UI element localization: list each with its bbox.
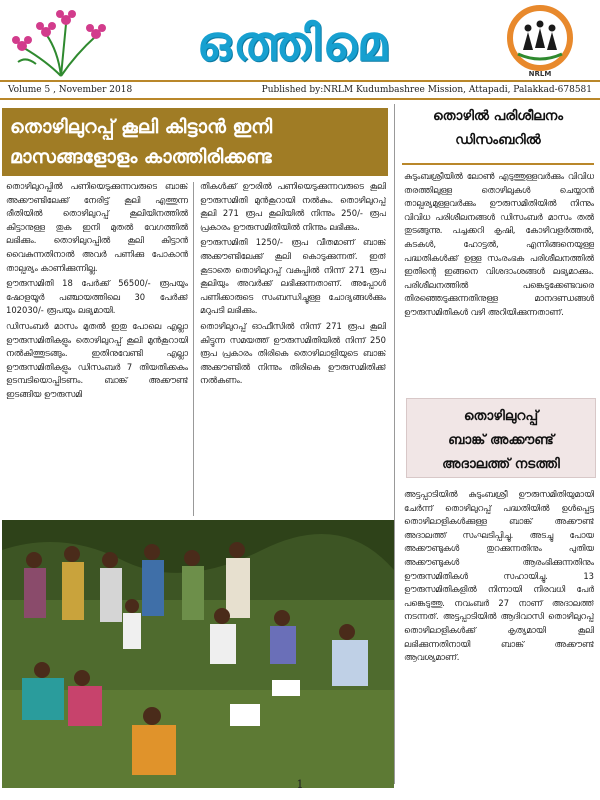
publisher-line: Published by:NRLM Kudumbashree Mission, Attapadi, Palakkad-678581 [261,85,592,95]
paragraph: കുടുംബശ്രീയിൽ ലോൺ എടുത്തുള്ളവർക്കും വിവിധ തരത്തിലുള്ള തൊഴിലുകൾ ചെയ്യാൻ താല്പര്യമുള്ളവർക്കും ഊരുസമിതിയിൽ നിന്നും വിവിധ പരിശീലനങ്ങൾ ഡിസംബർ മാസം തൽ തുടങ്ങുന്നു. പച്ചക്കറി കൃഷി, കോഴിവളർത്തൽ, കടകൾ, ഹോട്ടൽ, എന്നിങ്ങനെയുള്ള പദ്ധതികൾക്ക് ഉള്ള സംരംഭക പരിശീലനത്തിൽ ഇതിന്റെ ഇങ്ങനെ വിശദാംശങ്ങൾ ലഭ്യമാക്കും. പരിശീലനത്തിൽ പങ്കെടുക്കേണ്ടവരെ തിരഞ്ഞെടുക്കുന്നതിനുള്ള മാനദണ്ഡങ്ങൾ ഊരുസമിതികൾ വഴി അറിയിക്കുന്നതാണ്. [404,171,594,317]
column-divider [193,182,194,516]
volume-date: Volume 5 , November 2018 [8,85,133,95]
side-divider [402,163,594,165]
flower-logo-icon [6,6,116,78]
masthead-title: ഒത്തിമെ [196,16,390,72]
side-headline-1-line-1: തൊഴിൽ പരിശീലനം [432,108,563,124]
side-article-1-body [404,170,594,385]
paragraph: തികൾക്ക് ഊരിൽ പണിയെടുക്കുന്നവരുടെ കൂലി ഊരുസമിതി മുൻകൂറായി നൽകും. തൊഴിലുറപ്പ് കൂലി 271 രൂപ കൂലിയിൽ നിന്നും 250/- രൂപ പ്രകാരം ഊരുസമിതിയിൽ നിന്നും ലഭിക്കും. [200,181,386,232]
side-article-2-headline [406,404,596,476]
nrlm-logo-icon [500,4,580,76]
meeting-photo [2,520,394,788]
paragraph: ഊരുസമിതി 1250/- രൂപ വീതമാണ് ബാങ്ക് അക്കൗണ്ടിലേക്ക് കൂലി കൊടുക്കുന്നത്. ഇത് കൂടാതെ തൊഴിലുറപ്പ് വകുപ്പിൽ നിന്ന് 271 രൂപ കൂലിയും അവർക്ക് ലഭിക്കുന്നതാണ്. അപ്പോൾ പണിക്കാരുടെ സംബന്ധിച്ചുള്ള ചോദ്യങ്ങൾക്കും മറുപടി ലഭിക്കും. [200,237,386,316]
paragraph: അട്ടപ്പാടിയിൽ കുടുംബശ്രീ ഊരുസമിതിയുമായി ചേർന്ന് തൊഴിലുറപ്പ് പദ്ധതിയിൽ ഉൾപ്പെട്ട തൊഴിലാളികൾക്കുള്ള ബാങ്ക് അക്കൗണ്ട് അദാലത്ത് സംഘടിപ്പിച്ചു. അടച്ചു പോയ അക്കൗണ്ടുകൾ തുറക്കുന്നതിനും പുതിയ അക്കൗണ്ടുകൾ ആരംഭിക്കുന്നതിനും ഊരുസമിതികൾ സഹായിച്ചു. 13 ഊരുസമിതികളിൽ നിന്നായി നിരവധി പേർ പങ്കെടുത്തു. നവംബർ 27 നാണ് അദാലത്ത് നടന്നത്. അട്ടപ്പാടിയിൽ ആദിവാസി തൊഴിലുറപ്പ് തൊഴിലാളികൾക്ക് കൃത്യമായി കൂലി ലഭിക്കുന്നതിനായി ബാങ്ക് അക്കൗണ്ട് ആവശ്യമാണ്. [404,489,594,663]
main-headline-box [2,108,388,176]
paragraph: ഡിസംബർ മാസം മുതൽ ഇതു പോലെ എല്ലാ ഊരുസമിതികളും തൊഴിലുറപ്പ് കൂലി മുൻകൂറായി നൽകിത്തുടങ്ങും. ഇതിനുവേണ്ടി എല്ലാ ഊരുസമിതികളും ഡിസംബർ 7 തിയതിക്കകം ഉടമ്പടിയൊപ്പിടണം. ബാങ്ക് അക്കൗണ്ട് ഇടങ്ങിയ ഊരുസമി [6,320,188,399]
side-headline-2-line-1: തൊഴിലുറപ്പ് [463,408,539,424]
side-headline-2-line-2: ബാങ്ക് അക്കൗണ്ട് [448,432,554,448]
main-article-column-b [200,180,386,520]
side-headline-2-line-3: അദാലത്ത് നടത്തി [442,456,560,472]
main-article-column-a [6,180,188,520]
side-article-1-headline [398,104,598,152]
column-divider [394,104,395,784]
main-headline-line-2: മാസങ്ങളോളം കാത്തിരിക്കണ്ട [10,146,272,168]
paragraph: തൊഴിലുറപ്പിൽ പണിയെടുക്കുന്നവരുടെ ബാങ്ക് അക്കൗണ്ടിലേക്ക് നേരിട്ട് കൂലി എത്തുന്ന രീതിയിൽ തൊഴിലുറപ്പ് കൂലിയിനത്തിൽ കിട്ടാനുള്ള തുക ഇനി മുതൽ വേഗത്തിൽ ലഭിക്കും. തൊഴിലുറപ്പിൽ കൂലി കിട്ടാൻ വൈകുന്നതിനാൽ അവർ പണിക്കു പോകാൻ താല്പര്യം കാണിക്കുന്നില്ല. [6,181,188,273]
main-headline-line-1: തൊഴിലുറപ്പ് കൂലി കിട്ടാൻ ഇനി [10,116,273,138]
side-headline-1-line-2: ഡിസംബറിൽ [455,132,541,148]
masthead-title-wrap [128,14,458,74]
nrlm-label: NRLM [528,70,552,78]
page-number: 1 [296,778,304,791]
side-article-2-body [404,488,594,788]
paragraph: ഊരുസമിതി 18 പേർക്ക് 56500/- രൂപയും ഷോളയൂർ പഞ്ചായത്തിലെ 30 പേർക്ക് 102030/- രൂപയും ലഭ്യമായി. [6,278,188,316]
paragraph: തൊഴിലുറപ്പ് ഓഫീസിൽ നിന്ന് 271 രൂപ കൂലി കിട്ടുന്ന സമയത്ത് ഊരുസമിതിയിൽ നിന്ന് 250 രൂപ പ്രകാരം തിരികെ തൊഴിലാളിയുടെ ബാങ്ക് അക്കൗണ്ടിൽ നിന്നും തിരികെ ഊരുസമിതിക്ക് നൽകണം. [200,320,386,386]
